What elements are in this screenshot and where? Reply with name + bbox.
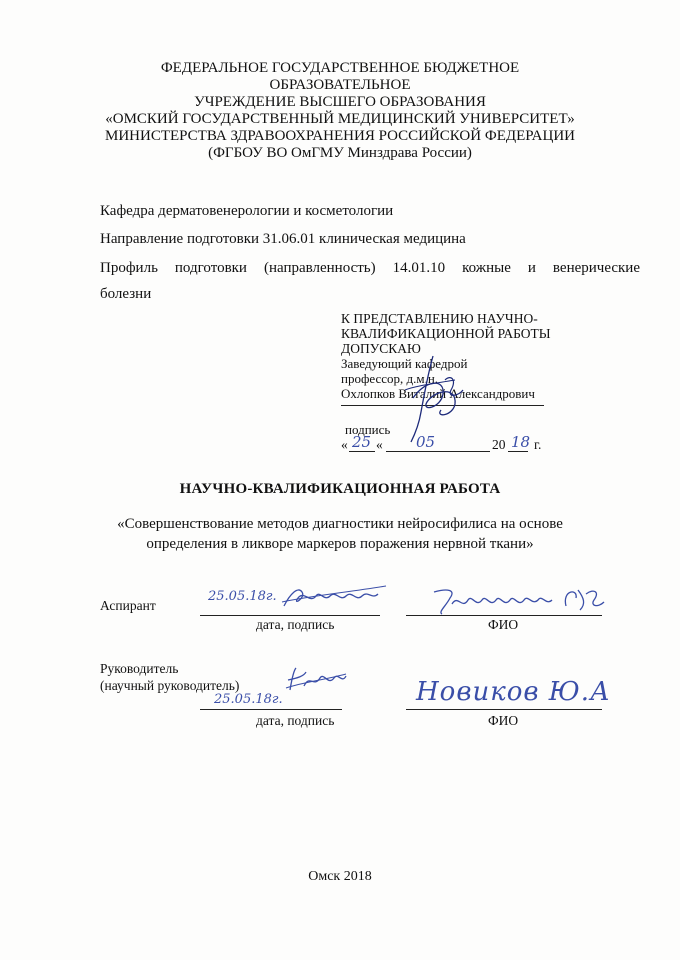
- aspirant-name-caption: ФИО: [488, 617, 519, 632]
- header-line-3: УЧРЕЖДЕНИЕ ВЫСШЕГО ОБРАЗОВАНИЯ: [194, 94, 486, 110]
- aspirant-signature-image: [280, 584, 390, 614]
- year-underline: [508, 451, 528, 452]
- city-year: Омск 2018: [308, 869, 372, 884]
- head-name: Охлопков Виталий Александрович: [341, 386, 535, 401]
- head-degree: профессор, д.м.н.: [341, 371, 439, 386]
- supervisor-label-1: Руководитель: [100, 661, 179, 676]
- approval-date-suffix: г.: [534, 437, 542, 452]
- work-title: НАУЧНО-КВАЛИФИКАЦИОННАЯ РАБОТА: [179, 481, 501, 497]
- day-underline: [349, 451, 375, 452]
- supervisor-label-2: (научный руководитель): [100, 678, 240, 693]
- supervisor-name-caption: ФИО: [488, 713, 519, 728]
- header-line-4: «ОМСКИЙ ГОСУДАРСТВЕННЫЙ МЕДИЦИНСКИЙ УНИВЕРСИТЕТ»: [105, 111, 575, 127]
- supervisor-sign-line: [200, 709, 342, 710]
- supervisor-name-handwritten: Новиков Ю.А: [416, 677, 611, 707]
- topic-line-1: «Совершенствование методов диагностики нейросифилиса на основе: [117, 516, 563, 532]
- head-signature-caption: подпись: [345, 422, 391, 437]
- work-topic: [80, 514, 600, 554]
- approval-date-mid-quote: «: [376, 437, 383, 452]
- profile-line-1: Профиль подготовки (направленность) 14.01.10 кожные и венерические: [100, 260, 640, 276]
- supervisor-signature-image: [284, 666, 348, 696]
- aspirant-date: 25.05.18г.: [208, 589, 277, 604]
- approval-date-month: 05: [416, 433, 436, 451]
- supervisor-name-line: [406, 709, 602, 710]
- header-line-2: ОБРАЗОВАТЕЛЬНОЕ: [269, 77, 411, 93]
- aspirant-label: Аспирант: [100, 598, 156, 613]
- supervisor-sign-caption: дата, подпись: [256, 713, 335, 728]
- header-line-6: (ФГБОУ ВО ОмГМУ Минздрава России): [208, 145, 472, 161]
- approval-date-day: 25: [352, 433, 372, 451]
- topic-line-2: определения в ликворе маркеров поражения нервной ткани»: [146, 536, 534, 552]
- head-title: Заведующий кафедрой: [341, 356, 468, 371]
- head-signature-image: [385, 350, 495, 450]
- approval-line-3: ДОПУСКАЮ: [341, 341, 421, 356]
- header-line-1: ФЕДЕРАЛЬНОЕ ГОСУДАРСТВЕННОЕ БЮДЖЕТНОЕ: [160, 60, 520, 76]
- institution-header: [90, 60, 590, 162]
- supervisor-date: 25.05.18г.: [214, 692, 283, 707]
- direction-line: Направление подготовки 31.06.01 клиническая медицина: [100, 231, 466, 247]
- approval-line-1: К ПРЕДСТАВЛЕНИЮ НАУЧНО-: [341, 311, 538, 326]
- month-underline: [386, 451, 490, 452]
- aspirant-sign-line: [200, 615, 380, 616]
- approval-date-open-quote: «: [341, 437, 348, 452]
- approval-line-2: КВАЛИФИКАЦИОННОЙ РАБОТЫ: [341, 326, 551, 341]
- profile-line-2: болезни: [100, 286, 152, 302]
- header-line-5: МИНИСТЕРСТВА ЗДРАВООХРАНЕНИЯ РОССИЙСКОЙ ФЕДЕРАЦИИ: [104, 128, 576, 144]
- aspirant-name-handwritten: [428, 584, 608, 618]
- approval-date-year: 18: [511, 433, 531, 451]
- aspirant-sign-caption: дата, подпись: [256, 617, 335, 632]
- approval-date-year-prefix: 20: [492, 437, 506, 452]
- aspirant-name-line: [406, 615, 602, 616]
- department-line: Кафедра дерматовенерологии и косметологии: [100, 203, 394, 219]
